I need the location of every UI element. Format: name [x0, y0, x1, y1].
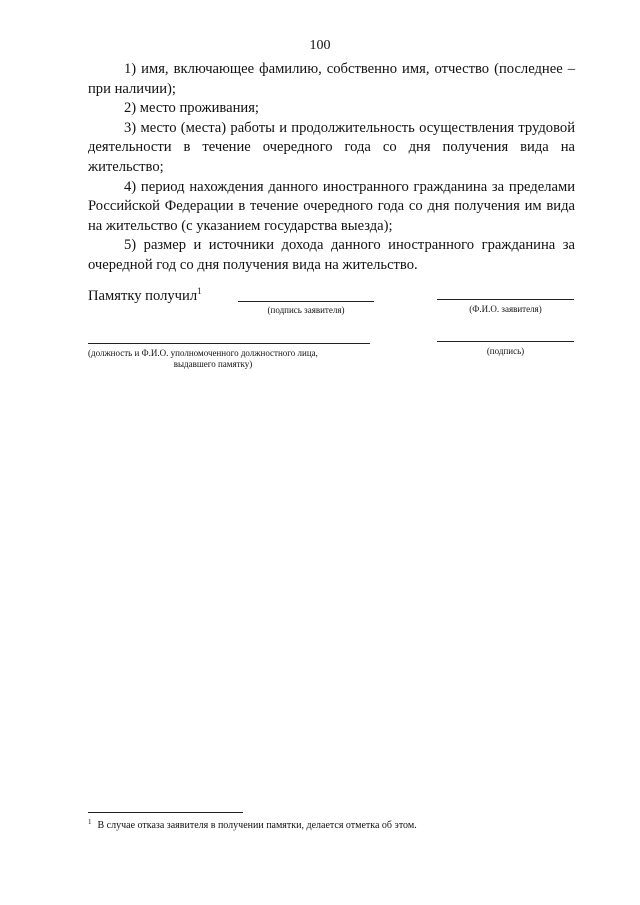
applicant-signature-caption: (подпись заявителя): [267, 305, 345, 315]
list-item-4: 4) период нахождения данного иностранного гражданина за пределами Российской Федерации в течение очередного года со дня получения им вида на жительство (с указанием государства выезда);: [88, 178, 575, 234]
document-body: [88, 60, 575, 276]
footnote-reference: 1: [197, 286, 202, 296]
footnote-divider: [88, 812, 243, 813]
official-name-line[interactable]: [88, 343, 370, 344]
footnote: [88, 818, 417, 831]
applicant-name-line[interactable]: [437, 299, 574, 300]
list-item-3: 3) место (места) работы и продолжительность осуществления трудовой деятельности в течение очередного года со дня получения вида на жительство;: [88, 119, 575, 175]
official-caption-line2: выдавшего памятку): [173, 359, 253, 369]
applicant-name-caption: (Ф.И.О. заявителя): [469, 304, 542, 314]
received-label-text: Памятку получил: [88, 288, 198, 304]
footnote-text: В случае отказа заявителя в получении памятки, делается отметка об этом.: [97, 820, 417, 831]
list-item-5: 5) размер и источники дохода данного иностранного гражданина за очередной год со дня получения вида на жительство.: [88, 237, 575, 273]
list-item-1: 1) имя, включающее фамилию, собственно имя, отчество (последнее – при наличии);: [88, 61, 575, 97]
received-label: [88, 286, 202, 305]
official-signature-caption: (подпись): [486, 346, 525, 356]
official-signature-line[interactable]: [437, 341, 574, 342]
applicant-signature-line[interactable]: [238, 301, 374, 302]
official-caption-line1: (должность и Ф.И.О. уполномоченного должностного лица,: [88, 348, 318, 358]
footnote-mark: 1: [88, 818, 92, 826]
page-number: 100: [309, 38, 331, 53]
list-item-2: 2) место проживания;: [124, 100, 259, 117]
